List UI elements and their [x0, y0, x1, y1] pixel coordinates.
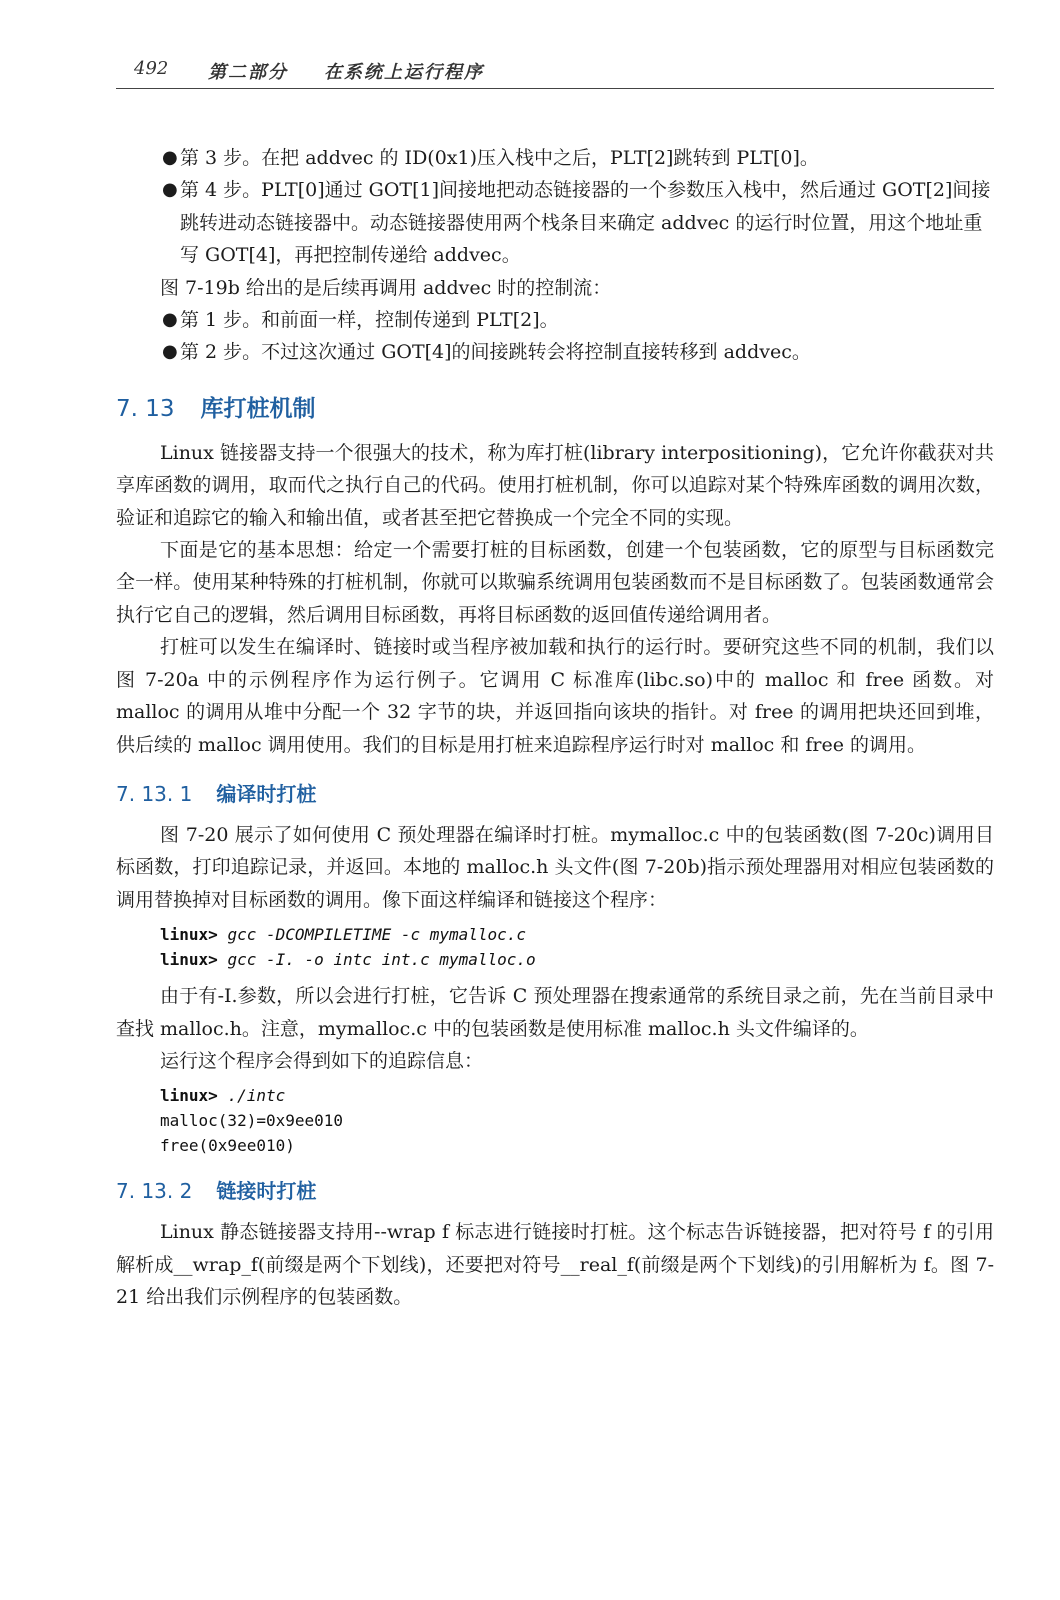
paragraph-2: 下面是它的基本思想：给定一个需要打桩的目标函数，创建一个包装函数，它的原型与目标函数完全一样。使用某种特殊的打桩机制，你就可以欺骗系统调用包装函数而不是目标函数了。包装函数通常会执行它自己的逻辑，然后调用目标函数，再将目标函数的返回值传递给调用者。: [116, 539, 994, 626]
bullet-text: 第 1 步。和前面一样，控制传递到 PLT[2]。: [180, 309, 559, 332]
subsection-title: 链接时打桩: [216, 1179, 317, 1204]
page-number: 492: [134, 58, 169, 79]
bullet-dot: ●: [162, 179, 178, 201]
code-block-compile: [160, 922, 994, 972]
code-prompt: linux>: [160, 1086, 228, 1106]
chapter-title: 在系统上运行程序: [324, 62, 484, 83]
code-command: gcc -I. -o intc int.c mymalloc.o: [227, 950, 536, 970]
subsection-number: 7. 13. 1: [116, 781, 193, 806]
section-heading-7-13-1: [116, 779, 994, 809]
paragraph-4: 图 7-20 展示了如何使用 C 预处理器在编译时打桩。mymalloc.c 中的包装函数(图 7-20c)调用目标函数，打印追踪记录，并返回。本地的 malloc.h 头文件(图 7-20b)指示预处理器用对相应包装函数的调用替换掉对目标函数的调用。像下面这样编译和链接这个程序：: [116, 823, 994, 911]
paragraph-5: 由于有-I.参数，所以会进行打桩，它告诉 C 预处理器在搜索通常的系统目录之前，先在当前目录中查找 malloc.h。注意，mymalloc.c 中的包装函数是使用标准 malloc.h 头文件编译的。: [116, 985, 994, 1040]
code-prompt: linux>: [160, 950, 228, 970]
section-heading-7-13-2: [116, 1176, 994, 1206]
subsection-title: 编译时打桩: [216, 781, 317, 806]
bullet-dot: ●: [162, 341, 178, 363]
paragraph-19b: 图 7-19b 给出的是后续再调用 addvec 时的控制流：: [160, 276, 612, 299]
bullet-step-3: [116, 142, 994, 174]
bullet-dot: ●: [162, 147, 178, 168]
code-command: gcc -DCOMPILETIME -c mymalloc.c: [227, 925, 527, 945]
bullet-text: 第 2 步。不过这次通过 GOT[4]的间接跳转会将控制直接转移到 addvec。: [180, 341, 811, 364]
part-title: 第二部分: [208, 62, 288, 83]
code-output: malloc(32)=0x9ee010: [160, 1111, 344, 1131]
code-output: free(0x9ee010): [160, 1136, 295, 1156]
bullet-step-4: [116, 174, 994, 271]
bullet-dot: ●: [162, 309, 178, 331]
page-body: [116, 142, 994, 1314]
section-title: 库打桩机制: [200, 395, 316, 422]
bullet-step-2: [116, 336, 994, 368]
code-command: ./intc: [227, 1086, 286, 1106]
paragraph-7: Linux 静态链接器支持用--wrap f 标志进行链接时打桩。这个标志告诉链接器，把对符号 f 的引用解析成__wrap_f(前缀是两个下划线)，还要把对符号__real_f(前缀是两个下划线)的引用解析为 f。图 7-21 给出我们示例程序的包装函数。: [116, 1221, 994, 1309]
section-number: 7. 13: [116, 395, 175, 422]
paragraph-6: 运行这个程序会得到如下的追踪信息：: [160, 1049, 484, 1072]
code-block-run: [160, 1083, 994, 1158]
paragraph-1: Linux 链接器支持一个很强大的技术，称为库打桩(library interpositioning)，它允许你截获对共享库函数的调用，取而代之执行自己的代码。使用打桩机制，你可以追踪对某个特殊库函数的调用次数，验证和追踪它的输入和输出值，或者甚至把它替换成一个完全不同的实现。: [116, 441, 994, 529]
section-heading-7-13: [116, 393, 994, 425]
paragraph-3: 打桩可以发生在编译时、链接时或当程序被加载和执行的运行时。要研究这些不同的机制，我们以图 7-20a 中的示例程序作为运行例子。它调用 C 标准库(libc.so)中的 malloc 和 free 函数。对 malloc 的调用从堆中分配一个 32 字节的块，并返回指向该块的指针。对 free 的调用把块还回到堆，供后续的 malloc 调用使用。我们的目标是用打桩来追踪程序运行时对 malloc 和 free 的调用。: [116, 636, 994, 756]
subsection-number: 7. 13. 2: [116, 1179, 193, 1204]
running-header: [116, 56, 994, 89]
code-prompt: linux>: [160, 925, 228, 945]
bullet-text: 第 3 步。在把 addvec 的 ID(0x1)压入栈中之后，PLT[2]跳转到 PLT[0]。: [180, 147, 819, 169]
bullet-step-1: [116, 304, 994, 336]
bullet-text: 第 4 步。PLT[0]通过 GOT[1]间接地把动态链接器的一个参数压入栈中，然后通过 GOT[2]间接跳转进动态链接器中。动态链接器使用两个栈条目来确定 addvec 的运行时位置，用这个地址重写 GOT[4]，再把控制传递给 addvec。: [180, 179, 991, 267]
